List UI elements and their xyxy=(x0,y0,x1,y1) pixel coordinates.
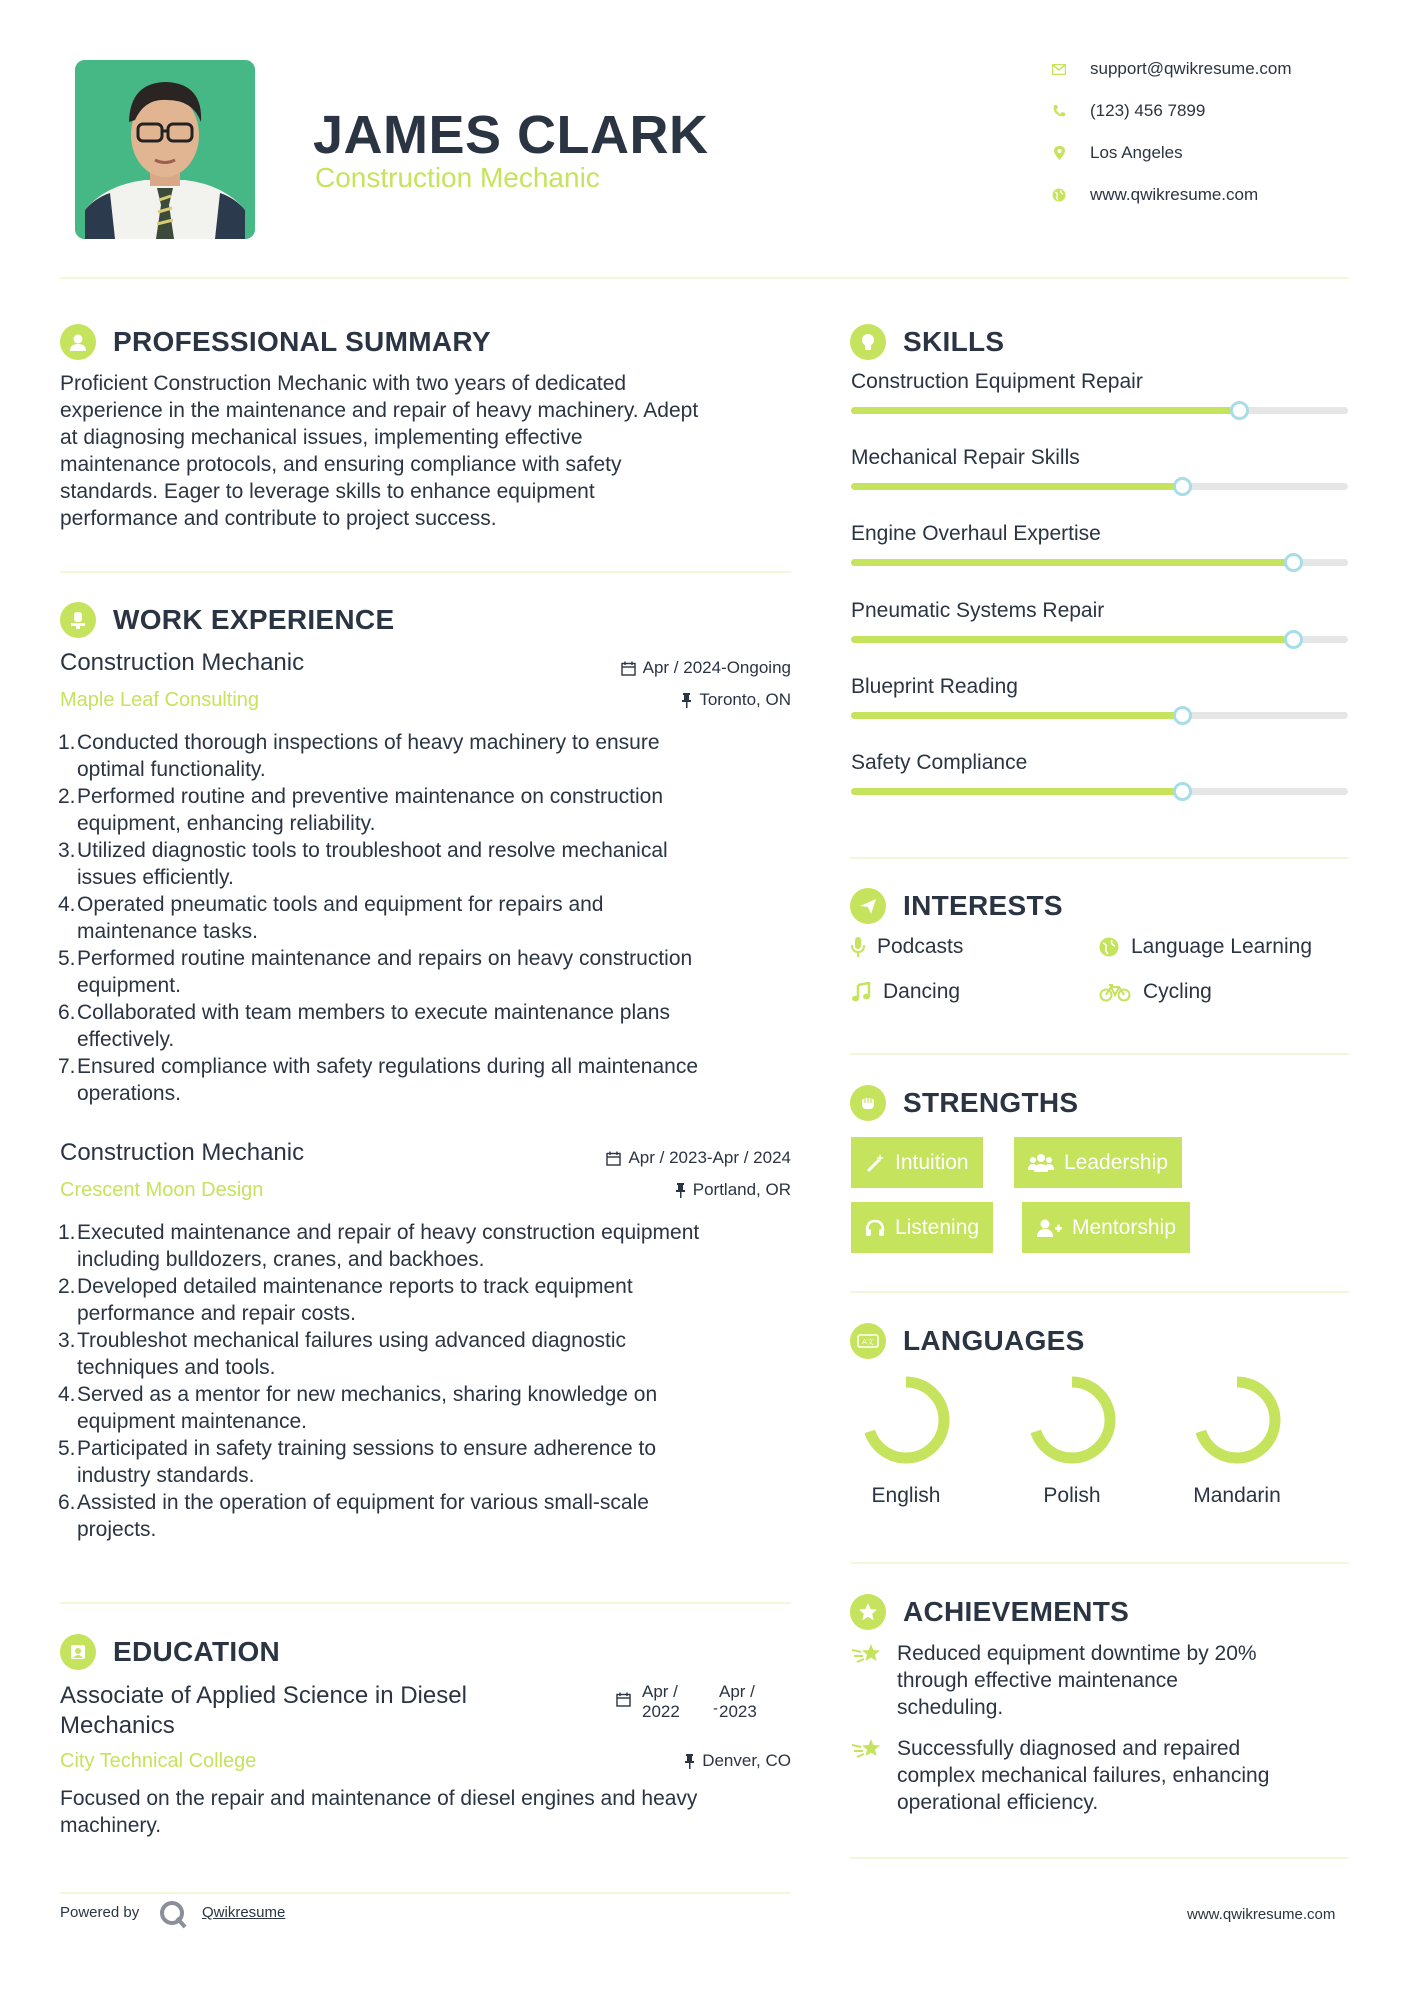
language-ring-arc xyxy=(1034,1382,1110,1458)
strength-label: Leadership xyxy=(1064,1150,1168,1174)
job-1-company: Maple Leaf Consulting xyxy=(60,689,260,711)
summary-title: PROFESSIONAL SUMMARY xyxy=(113,326,491,357)
job-1-location-text: Toronto, ON xyxy=(699,690,791,709)
duty-item: 2. Performed routine and preventive maintenance on construction equipment, enhancing reliability. xyxy=(58,785,664,835)
achievement-item: Successfully diagnosed and repaired complex mechanical failures, enhancing operational efficiency. xyxy=(851,1735,1349,1816)
skill-label: Mechanical Repair Skills xyxy=(851,446,1080,470)
star-badge-icon xyxy=(850,1594,886,1630)
microphone-icon xyxy=(851,936,865,958)
strength-mentorship xyxy=(1022,1202,1190,1253)
skill-fill xyxy=(851,483,1182,490)
job-2-location xyxy=(500,1180,791,1200)
globe-icon xyxy=(1052,188,1066,202)
job-2-title: Construction Mechanic xyxy=(60,1139,305,1166)
strength-leadership xyxy=(1014,1137,1182,1188)
shooting-star-icon xyxy=(851,1735,883,1816)
strengths-title: STRENGTHS xyxy=(903,1087,1079,1118)
experience-divider xyxy=(60,1602,791,1604)
user-icon xyxy=(60,324,96,360)
qwikresume-link[interactable]: Qwikresume xyxy=(202,1904,286,1921)
interests-title: INTERESTS xyxy=(903,890,1063,921)
skill-fill xyxy=(851,788,1182,795)
degree-line: Mechanics xyxy=(60,1712,175,1739)
education-location xyxy=(500,1751,791,1771)
duty-item: 4. Served as a mentor for new mechanics, sharing knowledge on equipment maintenance. xyxy=(58,1383,658,1433)
interest-cycling xyxy=(1099,980,1212,1004)
skill-fill xyxy=(851,407,1239,414)
skills-title: SKILLS xyxy=(903,326,1005,357)
achievements-divider xyxy=(850,1857,1349,1859)
skill-row xyxy=(851,370,1348,414)
bicycle-icon xyxy=(1099,982,1131,1002)
paper-plane-icon xyxy=(850,888,886,924)
interest-label: Podcasts xyxy=(877,935,964,958)
phone-icon xyxy=(1052,104,1066,118)
education-title: EDUCATION xyxy=(113,1636,281,1667)
job-1-duties xyxy=(58,729,803,1107)
summary-text xyxy=(60,370,800,532)
duty-item: 6. Collaborated with team members to execute maintenance plans effectively. xyxy=(58,1001,670,1051)
language-ring xyxy=(1187,1370,1287,1470)
skill-track xyxy=(851,636,1348,643)
footer-website[interactable]: www.qwikresume.com xyxy=(1187,1906,1336,1923)
skill-row xyxy=(851,522,1348,566)
strength-label: Listening xyxy=(895,1215,980,1239)
strengths-divider xyxy=(850,1291,1349,1293)
interest-label: Language Learning xyxy=(1131,935,1313,958)
skill-row xyxy=(851,446,1348,490)
summary-line: standards. Eager to leverage skills to enhance equipment xyxy=(60,480,595,503)
candidate-name: JAMES CLARK xyxy=(313,105,709,165)
user-plus-icon xyxy=(1036,1218,1062,1238)
skill-track xyxy=(851,712,1348,719)
education-degree xyxy=(60,1681,467,1741)
job-2-dates xyxy=(500,1148,791,1168)
duty-item: 7. Ensured compliance with safety regulations during all maintenance operations. xyxy=(58,1055,699,1105)
language-item xyxy=(1177,1370,1297,1508)
job-2-company: Crescent Moon Design xyxy=(60,1179,264,1201)
skill-label: Safety Compliance xyxy=(851,751,1028,774)
calendar-icon xyxy=(606,1151,621,1166)
language-item xyxy=(846,1370,966,1508)
magic-wand-icon xyxy=(865,1153,885,1173)
skill-track xyxy=(851,407,1348,414)
skill-row xyxy=(851,599,1348,643)
job-1-title: Construction Mechanic xyxy=(60,649,305,676)
education-school: City Technical College xyxy=(60,1750,257,1772)
experience-heading xyxy=(60,602,394,638)
skill-row xyxy=(851,675,1348,719)
duty-item: 1. Executed maintenance and repair of heavy construction equipment including bulldozers, cranes, and backhoes. xyxy=(58,1221,700,1271)
skill-label: Blueprint Reading xyxy=(851,674,1018,698)
svg-text:A文: A文 xyxy=(862,1338,874,1346)
interests-heading xyxy=(850,888,1063,924)
education-start: Apr / 2022 xyxy=(642,1682,680,1721)
contact-phone-text: (123) 456 7899 xyxy=(1090,101,1206,120)
strengths-heading xyxy=(850,1085,1078,1121)
languages-divider xyxy=(850,1562,1349,1564)
lightbulb-icon xyxy=(850,324,886,360)
job-1-location xyxy=(500,690,791,710)
translate-icon xyxy=(850,1323,886,1359)
languages-heading xyxy=(850,1323,1085,1359)
summary-divider xyxy=(60,571,791,573)
footer-divider xyxy=(60,1892,791,1894)
globe-icon xyxy=(1099,937,1119,957)
powered-by-label: Powered by xyxy=(60,1904,140,1921)
summary-line: maintenance protocols, and ensuring compliance with safety xyxy=(60,453,622,476)
language-ring-arc xyxy=(868,1382,944,1458)
strength-intuition xyxy=(851,1137,983,1188)
location-icon xyxy=(1052,146,1066,160)
duty-item: 2. Developed detailed maintenance reports to track equipment performance and repair costs. xyxy=(58,1275,633,1325)
language-label: Mandarin xyxy=(1193,1484,1281,1507)
education-dash: - xyxy=(713,1700,718,1717)
experience-title: WORK EXPERIENCE xyxy=(113,604,395,635)
briefcase-icon xyxy=(60,602,96,638)
skill-row xyxy=(851,751,1348,795)
skill-track xyxy=(851,788,1348,795)
pin-icon xyxy=(681,693,692,708)
skill-slider-knob xyxy=(1173,782,1192,801)
skill-slider-knob xyxy=(1284,630,1303,649)
summary-line: at diagnosing mechanical issues, implementing effective xyxy=(60,426,583,449)
pin-icon xyxy=(684,1754,695,1769)
education-heading xyxy=(60,1634,280,1670)
fist-icon xyxy=(850,1085,886,1121)
interest-dancing xyxy=(851,980,960,1004)
skill-fill xyxy=(851,559,1293,566)
job-2-dates-text: Apr / 2023-Apr / 2024 xyxy=(628,1148,791,1167)
contact-email-text: support@qwikresume.com xyxy=(1090,59,1292,78)
summary-line: performance and contribute to project success. xyxy=(60,507,497,530)
achievement-item: Reduced equipment downtime by 20% through effective maintenance scheduling. xyxy=(851,1640,1349,1721)
contact-location xyxy=(1052,143,1183,163)
duty-item: 1. Conducted thorough inspections of heavy machinery to ensure optimal functionality. xyxy=(58,731,660,781)
qwikresume-logo-icon xyxy=(158,1899,188,1934)
pin-icon xyxy=(675,1183,686,1198)
duty-item: 6. Assisted in the operation of equipment for various small-scale projects. xyxy=(58,1491,649,1541)
skill-fill xyxy=(851,712,1182,719)
summary-line: experience in the maintenance and repair of heavy machinery. Adept xyxy=(60,399,699,422)
interest-label: Dancing xyxy=(883,980,961,1003)
duty-item: 5. Performed routine maintenance and repairs on heavy construction equipment. xyxy=(58,947,693,997)
skill-track xyxy=(851,483,1348,490)
duty-item: 3. Troubleshot mechanical failures using advanced diagnostic techniques and tools. xyxy=(58,1329,627,1379)
skill-slider-knob xyxy=(1230,401,1249,420)
language-ring xyxy=(856,1370,956,1470)
calendar-icon xyxy=(616,1692,631,1712)
language-label: Polish xyxy=(1043,1484,1101,1507)
skill-slider-knob xyxy=(1284,553,1303,572)
job-2-duties xyxy=(58,1219,803,1543)
skill-label: Engine Overhaul Expertise xyxy=(851,522,1101,546)
languages-title: LANGUAGES xyxy=(903,1325,1085,1356)
interests-divider xyxy=(850,1053,1349,1055)
graduation-icon xyxy=(60,1634,96,1670)
strength-label: Mentorship xyxy=(1072,1215,1176,1239)
interest-podcasts xyxy=(851,935,963,959)
contact-email[interactable] xyxy=(1052,59,1292,79)
contact-phone[interactable] xyxy=(1052,101,1205,121)
contact-website-text: www.qwikresume.com xyxy=(1090,185,1259,204)
skills-divider xyxy=(850,857,1349,859)
music-note-icon xyxy=(851,982,871,1002)
headphones-icon xyxy=(865,1218,885,1238)
users-icon xyxy=(1028,1153,1054,1173)
job-1-dates xyxy=(500,658,791,678)
summary-line: Proficient Construction Mechanic with two years of dedicated xyxy=(60,372,627,395)
languages-list xyxy=(851,1370,1348,1520)
skills-heading xyxy=(850,324,1004,360)
education-description: Focused on the repair and maintenance of diesel engines and heavy machinery. xyxy=(60,1787,698,1837)
skill-slider-knob xyxy=(1173,706,1192,725)
contact-website[interactable] xyxy=(1052,185,1258,205)
email-icon xyxy=(1052,62,1066,76)
education-end: Apr / 2023 xyxy=(719,1682,757,1721)
profile-photo xyxy=(75,60,255,239)
calendar-icon xyxy=(621,661,636,676)
achievements-title: ACHIEVEMENTS xyxy=(903,1596,1130,1627)
job-2-location-text: Portland, OR xyxy=(692,1180,791,1199)
degree-line: Associate of Applied Science in Diesel xyxy=(60,1682,467,1709)
education-location-text: Denver, CO xyxy=(702,1751,791,1770)
summary-heading xyxy=(60,324,491,360)
language-ring xyxy=(1022,1370,1122,1470)
job-1-dates-text: Apr / 2024-Ongoing xyxy=(642,658,791,677)
contact-location-text: Los Angeles xyxy=(1090,143,1183,162)
skill-slider-knob xyxy=(1173,477,1192,496)
skill-fill xyxy=(851,636,1293,643)
duty-item: 3. Utilized diagnostic tools to troubleshoot and resolve mechanical issues efficiently. xyxy=(58,839,668,889)
language-label: English xyxy=(871,1484,941,1507)
candidate-title: Construction Mechanic xyxy=(315,162,600,193)
skill-label: Pneumatic Systems Repair xyxy=(851,598,1105,622)
interest-language-learning xyxy=(1099,935,1312,959)
header-divider xyxy=(60,277,1349,279)
duty-item: 5. Participated in safety training sessions to ensure adherence to industry standards. xyxy=(58,1437,657,1487)
duty-item: 4. Operated pneumatic tools and equipment for repairs and maintenance tasks. xyxy=(58,893,604,943)
language-ring-arc xyxy=(1199,1382,1275,1458)
skill-track xyxy=(851,559,1348,566)
strength-label: Intuition xyxy=(895,1150,969,1174)
language-item xyxy=(1012,1370,1132,1508)
achievements-heading xyxy=(850,1594,1129,1630)
strength-listening xyxy=(851,1202,993,1253)
skill-label: Construction Equipment Repair xyxy=(851,370,1143,393)
shooting-star-icon xyxy=(851,1640,883,1721)
interest-label: Cycling xyxy=(1143,980,1212,1003)
